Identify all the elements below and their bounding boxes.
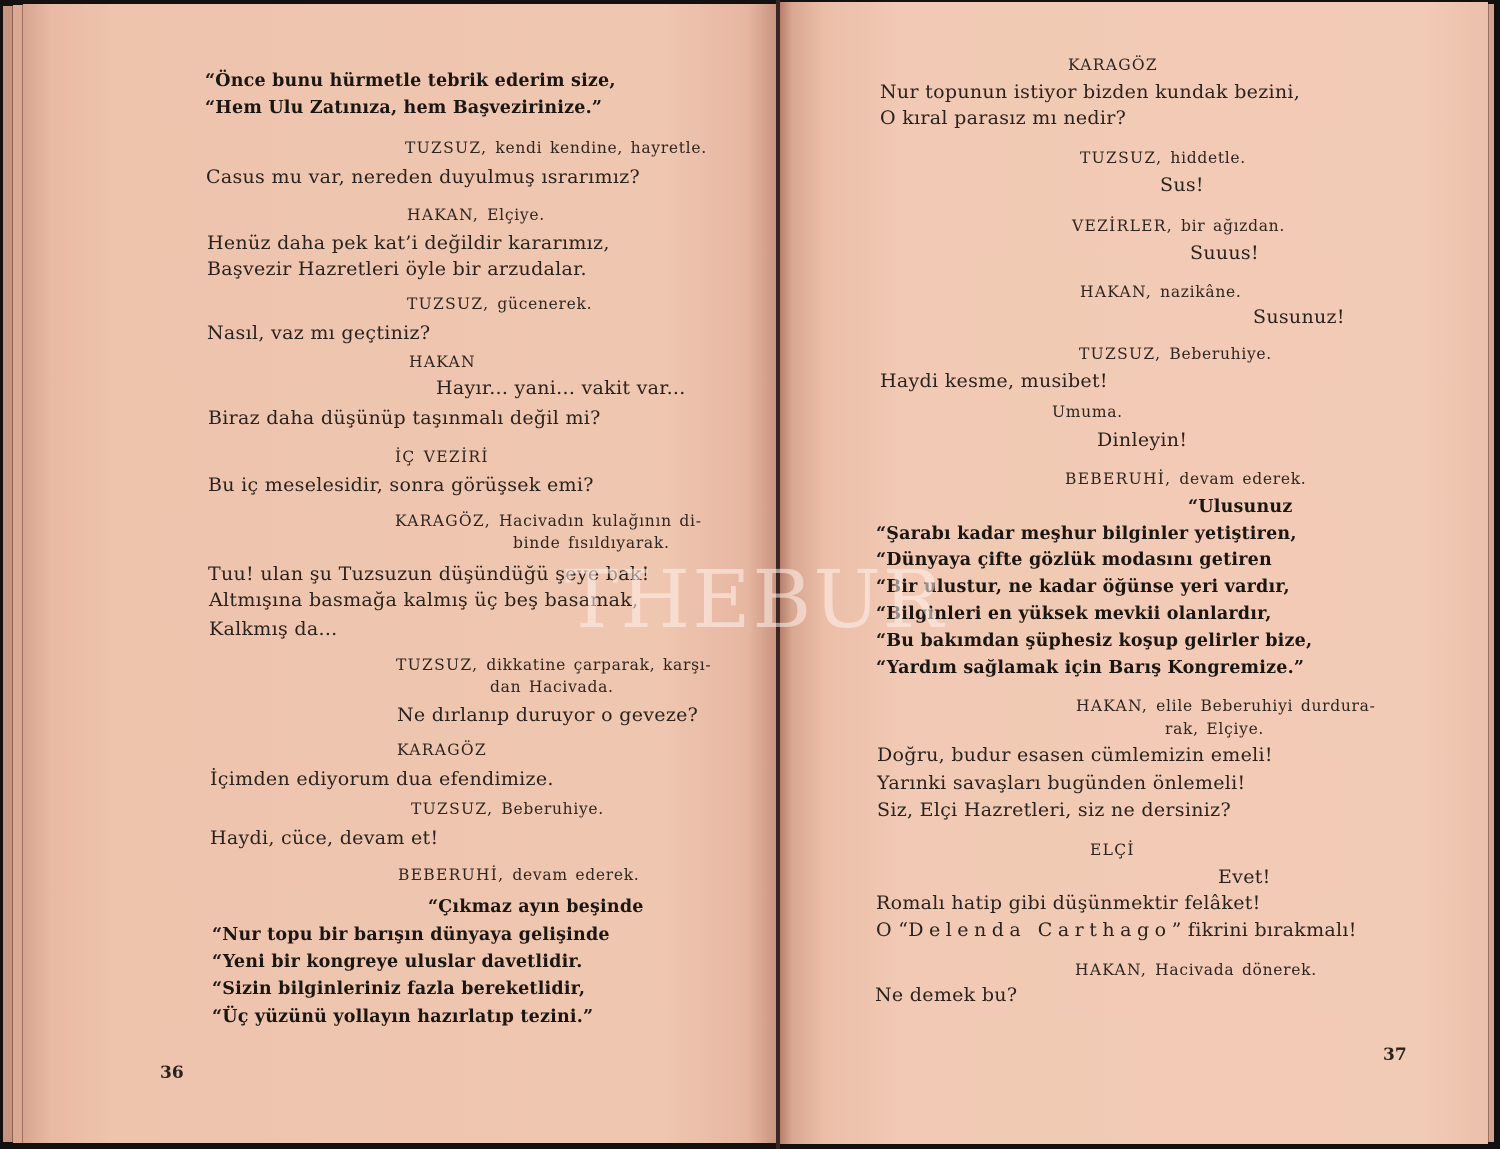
verse-line: “Bilginleri en yüksek mevkii olanlardır, [876,604,1272,624]
verse-line: O kıral parasız mı nedir? [880,107,1127,129]
verse-line: Doğru, budur esasen cümlemizin emeli! [877,744,1273,766]
verse-line: Ne dırlanıp duruyor o geveze? [397,704,699,726]
stage-direction [1090,843,1143,859]
stage-direction [405,141,707,157]
speaker-name: VEZİRLER, [1072,217,1173,235]
verse-line: “Çıkmaz ayın beşinde [428,897,644,917]
direction-note: rak, Elçiye. [1165,720,1265,738]
speaker-name: TUZSUZ, [396,656,479,674]
stage-direction [395,450,497,466]
direction-note: Umuma. [1052,403,1123,421]
speaker-name: TUZSUZ, [1080,149,1163,167]
speaker-name: TUZSUZ, [411,800,494,818]
stage-direction [1052,405,1123,421]
verse-line: Başvezir Hazretleri öyle bir arzudalar. [207,258,587,280]
verse-line: “Yeni bir kongreye uluslar davetlidir. [212,952,583,972]
verse-line: Hayır... yani... vakit var... [436,377,686,399]
verse-line: Nasıl, vaz mı geçtiniz? [207,322,431,344]
stage-direction [411,802,604,818]
speaker-name: HAKAN, [1080,283,1153,301]
stage-direction [1075,963,1317,979]
stage-direction [1080,285,1242,301]
watermark: THEBUR [565,553,945,646]
stage-direction [1065,472,1306,488]
speaker-name: TUZSUZ, [405,139,488,157]
verse-line: Casus mu var, nereden duyulmuş ısrarımız? [206,166,641,188]
page-stack-edge [13,5,23,1143]
stage-direction [1079,347,1272,363]
speaker-name: KARAGÖZ, [395,512,491,530]
verse-line: Altmışına basmağa kalmış üç beş basamak, [209,589,639,611]
stage-direction-continued [513,536,670,552]
direction-note: devam ederek. [512,866,640,884]
speaker-name: HAKAN, [1076,697,1149,715]
direction-note: dan Hacivada. [490,678,614,696]
speaker-name: ELÇİ [1090,841,1135,859]
verse-line: “Bu bakımdan şüphesiz koşup gelirler bize, [876,631,1313,651]
verse-line: Sus! [1160,174,1204,196]
page-number: 37 [1383,1045,1407,1065]
verse-line: “Bir ulustur, ne kadar öğünse yeri vardır, [876,577,1290,597]
verse-line: Dinleyin! [1097,429,1188,451]
direction-note: nazikâne. [1160,283,1242,301]
speaker-name: HAKAN, [1075,961,1148,979]
stage-direction [397,743,495,759]
verse-line: “Üç yüzünü yollayın hazırlatıp tezini.” [212,1007,594,1027]
direction-note: gücenerek. [497,295,593,313]
stage-direction [1076,699,1376,715]
speaker-name: BEBERUHİ, [398,866,505,884]
verse-line: Kalkmış da... [209,618,338,640]
verse-line: “Sizin bilginleriniz fazla bereketlidir, [212,979,586,999]
verse-line: “Dünyaya çifte gözlük modasını getiren [876,550,1272,570]
verse-line: Suuus! [1190,242,1259,264]
speaker-name: KARAGÖZ [1068,56,1158,74]
latin-phrase: Delenda Carthago [908,919,1172,941]
direction-note: hiddetle. [1170,149,1246,167]
verse-line: “Yardım sağlamak için Barış Kongremize.” [876,658,1305,678]
direction-note: Elçiye. [487,206,545,224]
verse-line [876,921,1357,940]
direction-note: binde fısıldıyarak. [513,534,670,552]
stage-direction [407,208,545,224]
verse-line: Romalı hatip gibi düşünmektir felâket! [876,892,1261,914]
direction-note: elile Beberuhiyi durdura- [1156,697,1376,715]
verse-line: “Önce bunu hürmetle tebrik ederim size, [205,71,616,91]
verse-line: Tuu! ulan şu Tuzsuzun düşündüğü şeye bak! [208,563,650,585]
verse-line: Evet! [1218,866,1271,888]
speaker-name: İÇ VEZİRİ [395,448,489,466]
stage-direction [1072,219,1285,235]
verse-text: O “ [876,919,909,941]
verse-line: Siz, Elçi Hazretleri, siz ne dersiniz? [877,799,1231,821]
verse-line: “Ulusunuz [1188,497,1293,517]
verse-line: Ne demek bu? [875,984,1018,1006]
verse-line: Susunuz! [1253,306,1345,328]
speaker-name: TUZSUZ, [1079,345,1162,363]
verse-line: Biraz daha düşünüp taşınmalı değil mi? [208,407,601,429]
speaker-name: HAKAN [409,353,476,371]
verse-line: “Hem Ulu Zatınıza, hem Başvezirinize.” [205,98,603,118]
speaker-name: HAKAN, [407,206,480,224]
verse-line: Bu iç meselesidir, sonra görüşsek emi? [208,474,594,496]
speaker-name: KARAGÖZ [397,741,487,759]
page-stack-edge [1488,4,1494,1142]
speaker-name: TUZSUZ, [407,295,490,313]
direction-note: devam ederek. [1179,470,1307,488]
verse-line: Yarınki savaşları bugünden önlemeli! [877,772,1246,794]
direction-note: Beberuhiye. [501,800,604,818]
verse-line: Nur topunun istiyor bizden kundak bezini, [880,81,1301,103]
page-number: 36 [160,1063,184,1083]
direction-note: Hacivada dönerek. [1155,961,1317,979]
verse-line: “Nur topu bir barışın dünyaya gelişinde [212,925,610,945]
stage-direction [407,297,592,313]
direction-note: Hacivadın kulağının di- [498,512,702,530]
stage-direction-continued [490,680,614,696]
direction-note: bir ağızdan. [1180,217,1285,235]
verse-line: Haydi kesme, musibet! [880,370,1108,392]
page-stack-edge [3,6,13,1142]
stage-direction [398,868,639,884]
verse-line: “Şarabı kadar meşhur bilginler yetiştiren, [876,524,1297,544]
direction-note: dikkatine çarparak, karşı- [486,656,712,674]
stage-direction [409,355,484,371]
stage-direction [396,658,711,674]
speaker-name: BEBERUHİ, [1065,470,1172,488]
verse-text: ” fikrini bırakmalı! [1171,919,1357,941]
direction-note: Beberuhiye. [1169,345,1272,363]
stage-direction [395,514,702,530]
verse-line: İçimden ediyorum dua efendimize. [210,768,554,790]
verse-line: Haydi, cüce, devam et! [210,827,439,849]
stage-direction [1080,151,1246,167]
stage-direction-continued [1165,722,1264,738]
direction-note: kendi kendine, hayretle. [495,139,707,157]
stage-direction [1068,58,1166,74]
verse-line: Henüz daha pek kat’i değildir kararımız, [207,232,610,254]
